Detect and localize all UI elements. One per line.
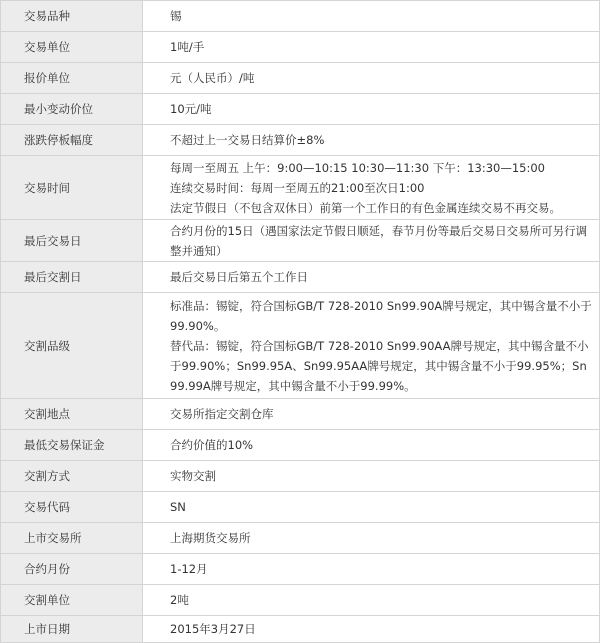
row-label: 交易代码 [1, 492, 143, 523]
table-row [1, 585, 600, 616]
table-row [1, 156, 600, 220]
row-label: 交割单位 [1, 585, 143, 616]
row-value: 实物交割 [143, 461, 600, 492]
row-value [143, 220, 600, 262]
table-row [1, 616, 600, 643]
row-value: 10元/吨 [143, 94, 600, 125]
row-value: 2015年3月27日 [143, 616, 600, 643]
table-row [1, 125, 600, 156]
row-value: 最后交易日后第五个工作日 [143, 262, 600, 293]
table-row [1, 430, 600, 461]
row-value: 1吨/手 [143, 32, 600, 63]
row-label: 最小变动价位 [1, 94, 143, 125]
row-value: 锡 [143, 1, 600, 32]
row-value: 不超过上一交易日结算价±8% [143, 125, 600, 156]
table-row [1, 554, 600, 585]
row-label: 交易品种 [1, 1, 143, 32]
row-value: 交易所指定交割仓库 [143, 399, 600, 430]
row-label: 报价单位 [1, 63, 143, 94]
table-row [1, 63, 600, 94]
last-trading-day-text: 合约月份的15日（遇国家法定节假日顺延，春节月份等最后交易日交易所可另行调整并通知） [170, 223, 588, 258]
row-label: 交割品级 [1, 293, 143, 399]
table-row [1, 262, 600, 293]
row-value: 元（人民币）/吨 [143, 63, 600, 94]
row-label: 最低交易保证金 [1, 430, 143, 461]
row-label: 涨跌停板幅度 [1, 125, 143, 156]
table-row [1, 492, 600, 523]
standard-grade-text: 标准品：锡锭，符合国标GB/T 728-2010 Sn99.90A牌号规定，其中锡含量不小于99.90%。 [170, 298, 592, 333]
table-row [1, 1, 600, 32]
row-label: 合约月份 [1, 554, 143, 585]
table-row [1, 461, 600, 492]
row-label: 上市交易所 [1, 523, 143, 554]
row-label: 交易单位 [1, 32, 143, 63]
row-value: SN [143, 492, 600, 523]
table-row [1, 293, 600, 399]
row-value: 合约价值的10% [143, 430, 600, 461]
row-value: 1-12月 [143, 554, 600, 585]
row-label: 最后交割日 [1, 262, 143, 293]
holiday-note-line: 法定节假日（不包含双休日）前第一个工作日的有色金属连续交易不再交易。 [170, 200, 561, 215]
row-label: 最后交易日 [1, 220, 143, 262]
row-label: 上市日期 [1, 616, 143, 643]
table-row [1, 32, 600, 63]
table-row [1, 399, 600, 430]
row-value-multiline [143, 293, 600, 399]
trading-hours-line: 每周一至周五 上午：9:00—10:15 10:30—11:30 下午：13:30—15:00 [170, 160, 545, 175]
row-value: 2吨 [143, 585, 600, 616]
table-row [1, 94, 600, 125]
continuous-trading-line: 连续交易时间：每周一至周五的21:00至次日1:00 [170, 180, 425, 195]
row-label: 交易时间 [1, 156, 143, 220]
table-row [1, 220, 600, 262]
row-value: 上海期货交易所 [143, 523, 600, 554]
row-label: 交割方式 [1, 461, 143, 492]
row-label: 交割地点 [1, 399, 143, 430]
table-row [1, 523, 600, 554]
row-value-multiline [143, 156, 600, 220]
substitute-grade-text: 替代品：锡锭，符合国标GB/T 728-2010 Sn99.90AA牌号规定，其中锡含量不小于99.90%；Sn99.95A、Sn99.95AA牌号规定，其中锡含量不小于99.95%；Sn99.99A牌号规定，其中锡含量不小于99.99%。 [170, 338, 589, 393]
